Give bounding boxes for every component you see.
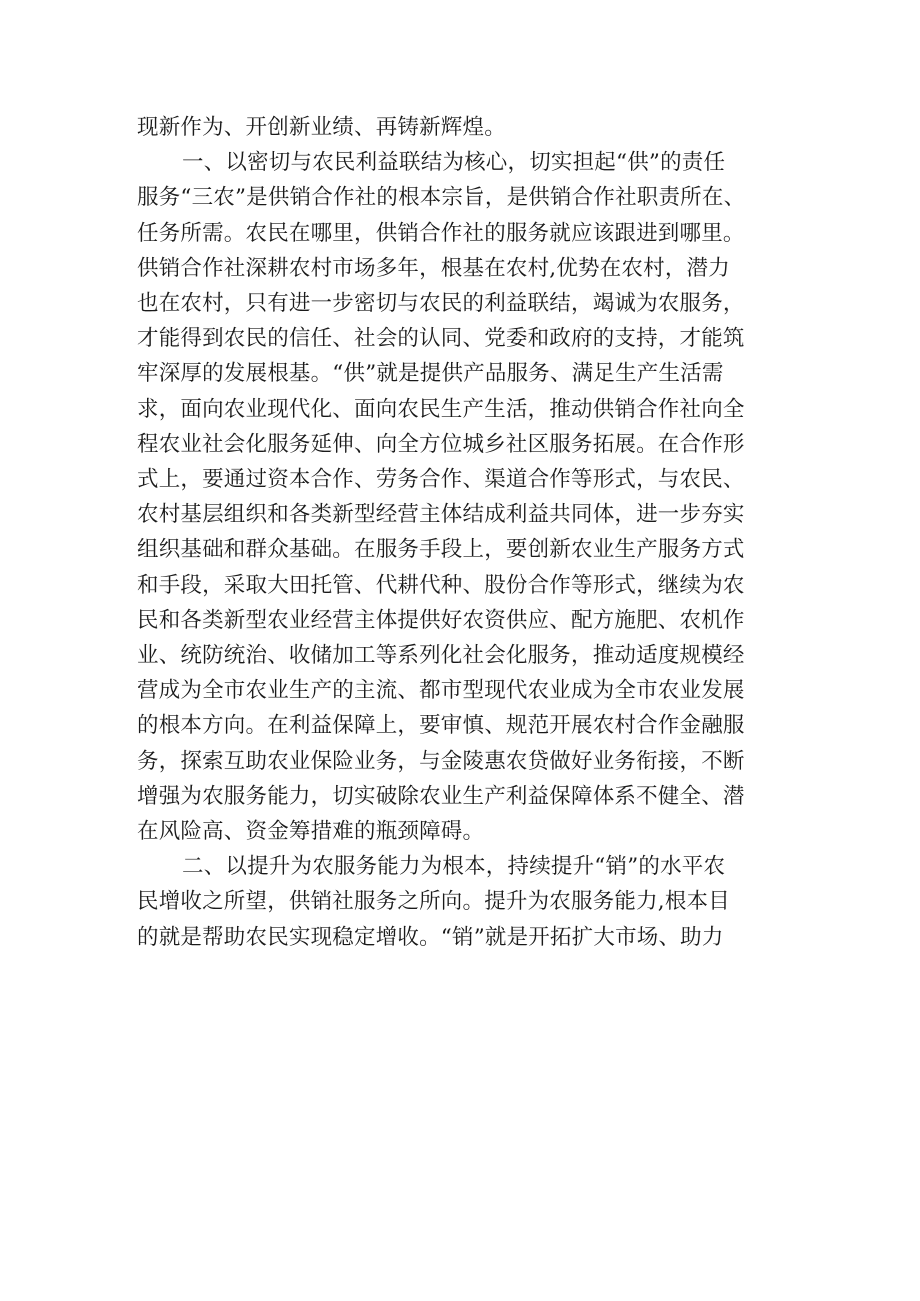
- text-line: 的根本方向。在利益保障上，要审慎、规范开展农村合作金融服: [137, 713, 745, 739]
- text-line: 牢深厚的发展根基。“供”就是提供产品服务、满足生产生活需: [137, 361, 724, 387]
- text-line: 式上，要通过资本合作、劳务合作、渠道合作等形式，与农民、: [137, 467, 745, 493]
- text-line: 民和各类新型农业经营主体提供好农资供应、配方施肥、农机作: [137, 607, 745, 633]
- text-line: 农村基层组织和各类新型经营主体结成利益共同体，进一步夯实: [137, 502, 745, 528]
- text-line: 程农业社会化服务延伸、向全方位城乡社区服务拓展。在合作形: [137, 431, 745, 457]
- text-line: 的就是帮助农民实现稳定增收。“销”就是开拓扩大市场、助力: [137, 924, 724, 950]
- text-line: 增强为农服务能力，切实破除农业生产利益保障体系不健全、潜: [137, 783, 745, 809]
- text-line: 现新作为、开创新业绩、再铸新辉煌。: [137, 115, 506, 140]
- text-line: 在风险高、资金筹措难的瓶颈障碍。: [137, 819, 485, 845]
- text-line: 任务所需。农民在哪里，供销合作社的服务就应该跟进到哪里。: [137, 220, 745, 246]
- text-line: 也在农村，只有进一步密切与农民的利益联结，竭诚为农服务，: [137, 291, 745, 317]
- section-heading-line: 二、以提升为农服务能力为根本，持续提升“销”的水平农: [182, 854, 726, 880]
- text-line: 供销合作社深耕农村市场多年，根基在农村,优势在农村，潜力: [137, 255, 730, 281]
- text-line: 组织基础和群众基础。在服务手段上，要创新农业生产服务方式: [137, 537, 745, 563]
- text-line: 和手段，采取大田托管、代耕代种、股份合作等形式，继续为农: [137, 572, 745, 598]
- section-heading-line: 一、以密切与农民利益联结为核心，切实担起“供”的责任: [182, 150, 726, 176]
- text-line: 才能得到农民的信任、社会的认同、党委和政府的支持，才能筑: [137, 326, 745, 352]
- text-line: 营成为全市农业生产的主流、都市型现代农业成为全市农业发展: [137, 678, 745, 704]
- document-body: [137, 110, 789, 955]
- text-line: 求，面向农业现代化、面向农民生产生活，推动供销合作社向全: [137, 396, 745, 422]
- text-line: 务，探索互助农业保险业务，与金陵惠农贷做好业务衔接，不断: [137, 748, 745, 774]
- text-line: 服务“三农”是供销合作社的根本宗旨，是供销合作社职责所在、: [137, 185, 746, 211]
- text-line: 民增收之所望，供销社服务之所向。提升为农服务能力,根本目: [137, 889, 730, 915]
- text-line: 业、统防统治、收储加工等系列化社会化服务，推动适度规模经: [137, 643, 745, 669]
